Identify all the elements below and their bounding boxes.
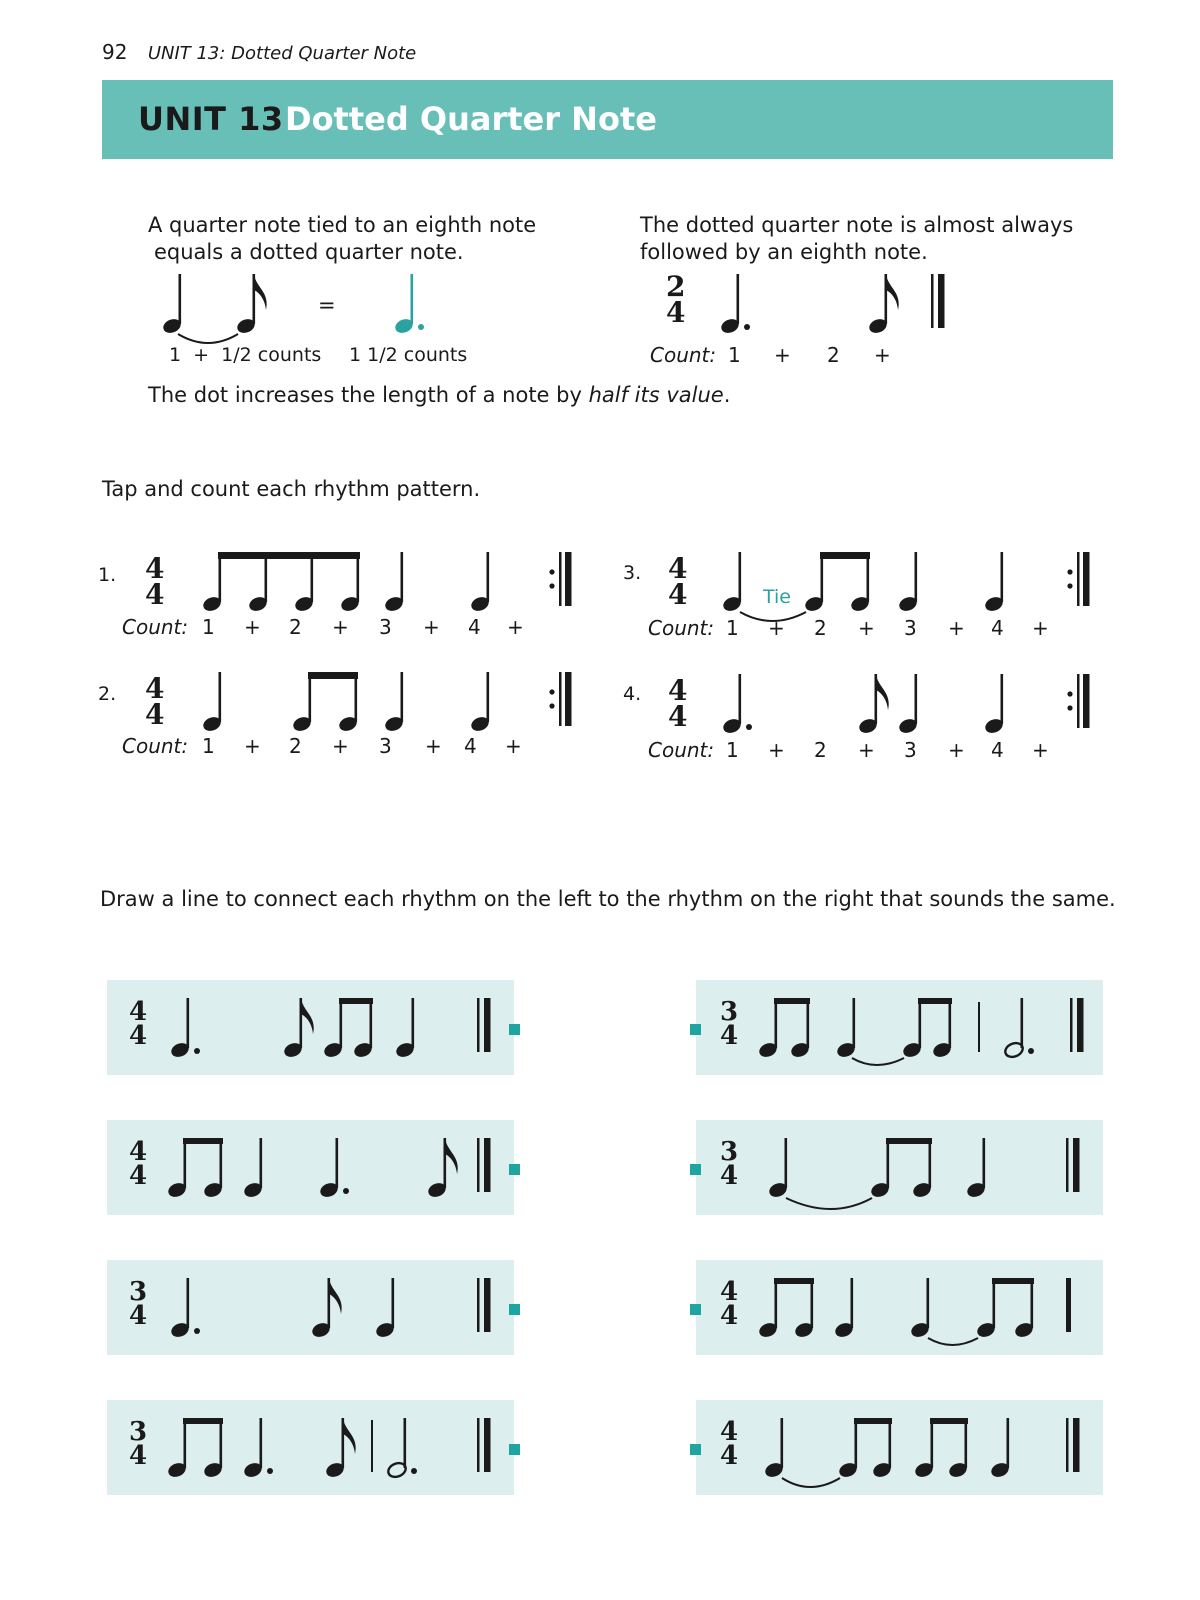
tie-label: Tie <box>763 586 791 608</box>
unit-banner <box>102 80 1113 159</box>
right-connector-dot-2[interactable] <box>690 1164 701 1175</box>
left-connector-dot-4[interactable] <box>509 1444 520 1455</box>
repeat-barline-icon <box>549 672 571 726</box>
tie-icon <box>178 334 238 343</box>
unit-label: UNIT 13 <box>138 100 284 138</box>
pattern-number: 1. <box>98 564 117 586</box>
running-title: UNIT 13: Dotted Quarter Note <box>147 43 417 64</box>
intro-left-line1: A quarter note tied to an eighth note <box>148 213 537 237</box>
dotted-rhythm-example <box>700 270 960 340</box>
pattern-3-counts: Count: 1 + 2 + 3 + 4 + <box>648 616 1049 640</box>
caption-tied: 1 + 1/2 counts <box>169 344 322 366</box>
time-signature: 3 4 <box>129 1277 148 1331</box>
exercise1-instruction: Tap and count each rhythm pattern. <box>102 477 481 501</box>
time-signature: 3 4 <box>129 1417 148 1471</box>
quarter-note-icon <box>383 672 405 733</box>
beam-icon <box>218 552 360 559</box>
time-signature: 4 4 <box>720 1277 739 1331</box>
unit-name: Dotted Quarter Note <box>285 100 657 138</box>
rhythm-pattern-2 <box>190 672 590 732</box>
rhythm-notation <box>696 1400 1103 1495</box>
equals-sign: = <box>318 293 336 317</box>
pattern-4-counts: Count: 1 + 2 + 3 + 4 + <box>648 738 1049 762</box>
quarter-note-icon <box>983 674 1005 735</box>
pattern-number: 4. <box>623 683 642 705</box>
dotted-quarter-note-teal-icon <box>393 274 424 335</box>
rhythm-pattern-4 <box>710 674 1110 734</box>
quarter-note-icon <box>721 552 743 613</box>
right-rhythm-box-4 <box>696 1400 1103 1495</box>
rhythm-notation <box>107 1120 514 1215</box>
left-connector-dot-1[interactable] <box>509 1024 520 1035</box>
exercise2-instruction: Draw a line to connect each rhythm on the left to the rhythm on the right that sounds the same. <box>100 887 1116 911</box>
beam-icon <box>308 672 358 679</box>
time-signature: 4 4 <box>145 552 165 611</box>
quarter-note-icon <box>201 672 223 733</box>
right-connector-dot-3[interactable] <box>690 1304 701 1315</box>
left-rhythm-box-3 <box>107 1260 514 1355</box>
pattern-number: 2. <box>98 683 117 705</box>
intro-right-line2: followed by an eighth note. <box>640 240 928 264</box>
pattern-1-counts: Count: 1 + 2 + 3 + 4 + <box>122 615 524 639</box>
right-connector-dot-4[interactable] <box>690 1444 701 1455</box>
time-signature: 4 4 <box>668 552 688 611</box>
quarter-note-icon <box>897 552 919 613</box>
eighth-note-icon <box>867 274 898 335</box>
rhythm-notation <box>107 1260 514 1355</box>
running-header <box>102 40 416 64</box>
rhythm-notation <box>696 980 1103 1075</box>
repeat-barline-icon <box>1067 674 1089 728</box>
intro-right-line1: The dotted quarter note is almost always <box>640 213 1074 237</box>
quarter-note-icon <box>983 552 1005 613</box>
eighth-note-icon <box>857 674 888 735</box>
left-rhythm-box-2 <box>107 1120 514 1215</box>
rhythm-notation <box>696 1260 1103 1355</box>
pattern-number: 3. <box>623 562 642 584</box>
quarter-note-icon <box>469 672 491 733</box>
left-rhythm-box-1 <box>107 980 514 1075</box>
repeat-barline-icon <box>1067 552 1089 606</box>
time-signature: 4 4 <box>720 1417 739 1471</box>
quarter-note-icon <box>897 674 919 735</box>
eighth-note-icon <box>235 274 266 335</box>
quarter-note-icon <box>469 552 491 613</box>
time-signature: 4 4 <box>129 1137 148 1191</box>
repeat-barline-icon <box>549 552 571 606</box>
right-rhythm-box-3 <box>696 1260 1103 1355</box>
intro-left-line2: equals a dotted quarter note. <box>154 240 464 264</box>
left-connector-dot-2[interactable] <box>509 1164 520 1175</box>
dot-rule: The dot increases the length of a note by half its value. <box>148 383 731 407</box>
rhythm-notation <box>696 1120 1103 1215</box>
quarter-note-icon <box>383 552 405 613</box>
intro-right-counts: Count: 1 + 2 + <box>650 343 891 367</box>
left-rhythm-box-4 <box>107 1400 514 1495</box>
time-signature: 4 4 <box>145 672 165 731</box>
rhythm-notation <box>107 1400 514 1495</box>
dotted-quarter-note-icon <box>719 274 750 335</box>
dotted-quarter-note-icon <box>721 674 752 735</box>
right-rhythm-box-2 <box>696 1120 1103 1215</box>
left-connector-dot-3[interactable] <box>509 1304 520 1315</box>
quarter-note-icon <box>161 274 183 335</box>
time-signature: 4 4 <box>129 997 148 1051</box>
time-signature-2-4: 2 4 <box>666 270 686 329</box>
beam-icon <box>820 552 870 559</box>
page-number: 92 <box>102 40 128 64</box>
rhythm-notation <box>107 980 514 1075</box>
caption-dotted: 1 1/2 counts <box>349 344 468 366</box>
right-connector-dot-1[interactable] <box>690 1024 701 1035</box>
tied-notes-equation <box>150 270 470 340</box>
time-signature: 3 4 <box>720 997 739 1051</box>
time-signature: 3 4 <box>720 1137 739 1191</box>
time-signature: 4 4 <box>668 674 688 733</box>
rhythm-pattern-1 <box>190 552 590 612</box>
final-barline-icon <box>931 274 945 328</box>
pattern-2-counts: Count: 1 + 2 + 3 + 4 + <box>122 734 522 758</box>
right-rhythm-box-1 <box>696 980 1103 1075</box>
